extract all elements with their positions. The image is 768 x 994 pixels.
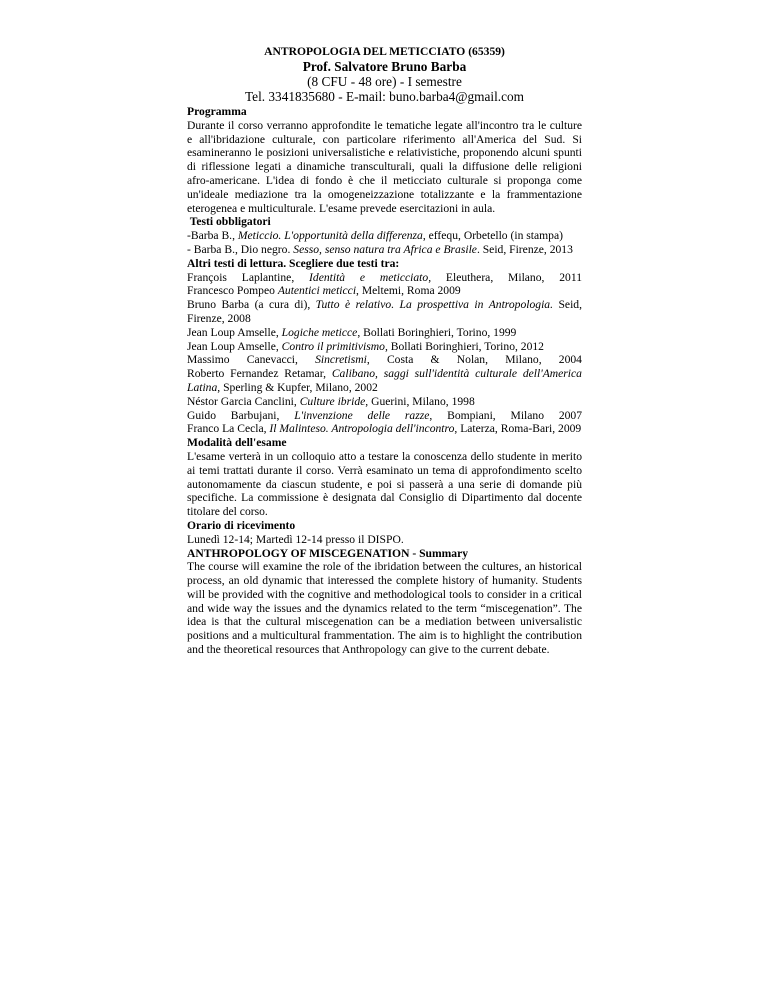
bibliography-entry: Bruno Barba (a cura di), Tutto è relativo. La prospettiva in Antropologia. Seid, Firenze, 2008 — [187, 298, 582, 325]
bibliography-entry: Jean Loup Amselle, Logiche meticce, Bollati Boringhieri, Torino, 1999 — [187, 325, 517, 339]
bibliography-entry: Jean Loup Amselle, Contro il primitivismo, Bollati Boringhieri, Torino, 2012 — [187, 339, 544, 353]
testi-obbligatori-heading: Testi obbligatori — [187, 215, 271, 229]
programma-text: Durante il corso verranno approfondite le tematiche legate all'incontro tra le culture e all'ibridazione culturale, con particolare riferimento all'America del Sud. Si esamineranno le posizioni universalistiche e relativistiche, proponendo alcuni spunti di riflessione legati a dinamiche transculturali, quali la diffusione delle religioni afro-americane. L'idea di fondo è che il meticciato culturale si proponga come un'ideale mediazione tra la omogeneizzazione totalizzante e la frammentazione eterogenea e multiculturale. L'esame prevede esercitazioni in aula. — [187, 118, 582, 215]
bibliography-entry: Guido Barbujani, L'invenzione delle razze, Bompiani, Milano 2007 — [187, 408, 583, 422]
programma-heading: Programma — [187, 105, 247, 118]
bibliography-entry: Massimo Canevacci, Sincretismi, Costa & Nolan, Milano, 2004 — [187, 353, 582, 367]
bibliography-entry: Néstor Garcia Canclini, Culture ibride, Guerini, Milano, 1998 — [187, 394, 475, 408]
contact-info: Tel. 3341835680 - E-mail: buno.barba4@gmail.com — [244, 89, 525, 104]
summary-text: The course will examine the role of the ibridation between the cultures, an historical process, an old dynamic that interessed the complete history of humanity. Students will be provided with the cognitive and methodological tools to consider in a critical and wide way the issues and the dynamics related to the term “miscegenation”. The idea is that the cultural miscegenation can be a mediation between universalistic positions and a multicultural frammentation. The aim is to highlight the contribution and the theoretical resources that Anthropology can give to the current debate. — [187, 560, 582, 657]
bibliography-entry: François Laplantine, Identità e meticciato, Eleuthera, Milano, 2011 — [187, 270, 583, 284]
modalita-text: L'esame verterà in un colloquio atto a testare la conoscenza dello studente in merito ai temi trattati durante il corso. Verrà esaminato un tema di approfondimento scelto autonomamente da ciascun studente, e poi si passerà a una serie di domande più specifiche. La commissione è designata dal Consiglio di Dipartimento dal docente titolare del corso. — [187, 449, 582, 519]
orario-heading: Orario di ricevimento — [187, 518, 296, 532]
bibliography-entry: Francesco Pompeo Autentici meticci, Meltemi, Roma 2009 — [187, 284, 461, 298]
bibliography-entry: Franco La Cecla, Il Malinteso. Antropologia dell'incontro, Laterza, Roma-Bari, 2009 — [187, 422, 582, 436]
summary-heading: ANTHROPOLOGY OF MISCEGENATION - Summary — [187, 546, 469, 560]
bibliography-entry: -Barba B., Meticcio. L'opportunità della differenza, effequ, Orbetello (in stampa) — [187, 229, 563, 243]
course-credits: (8 CFU - 48 ore) - I semestre — [307, 74, 462, 89]
testi-obbligatori-list — [187, 229, 582, 257]
document-page — [187, 45, 582, 657]
course-title: ANTROPOLOGIA DEL METICCIATO (65359) — [264, 45, 505, 58]
bibliography-entry: - Barba B., Dio negro. Sesso, senso natura tra Africa e Brasile. Seid, Firenze, 2013 — [187, 242, 573, 256]
professor-name: Prof. Salvatore Bruno Barba — [302, 59, 467, 74]
altri-testi-heading: Altri testi di lettura. Scegliere due testi tra: — [187, 256, 400, 270]
orario-text: Lunedì 12-14; Martedì 12-14 presso il DISPO. — [187, 532, 404, 546]
altri-testi-list — [187, 271, 582, 437]
modalita-heading: Modalità dell'esame — [187, 436, 287, 450]
bibliography-entry: Roberto Fernandez Retamar, Calibano, saggi sull'identità culturale dell'America Latina, Sperling & Kupfer, Milano, 2002 — [187, 367, 582, 394]
